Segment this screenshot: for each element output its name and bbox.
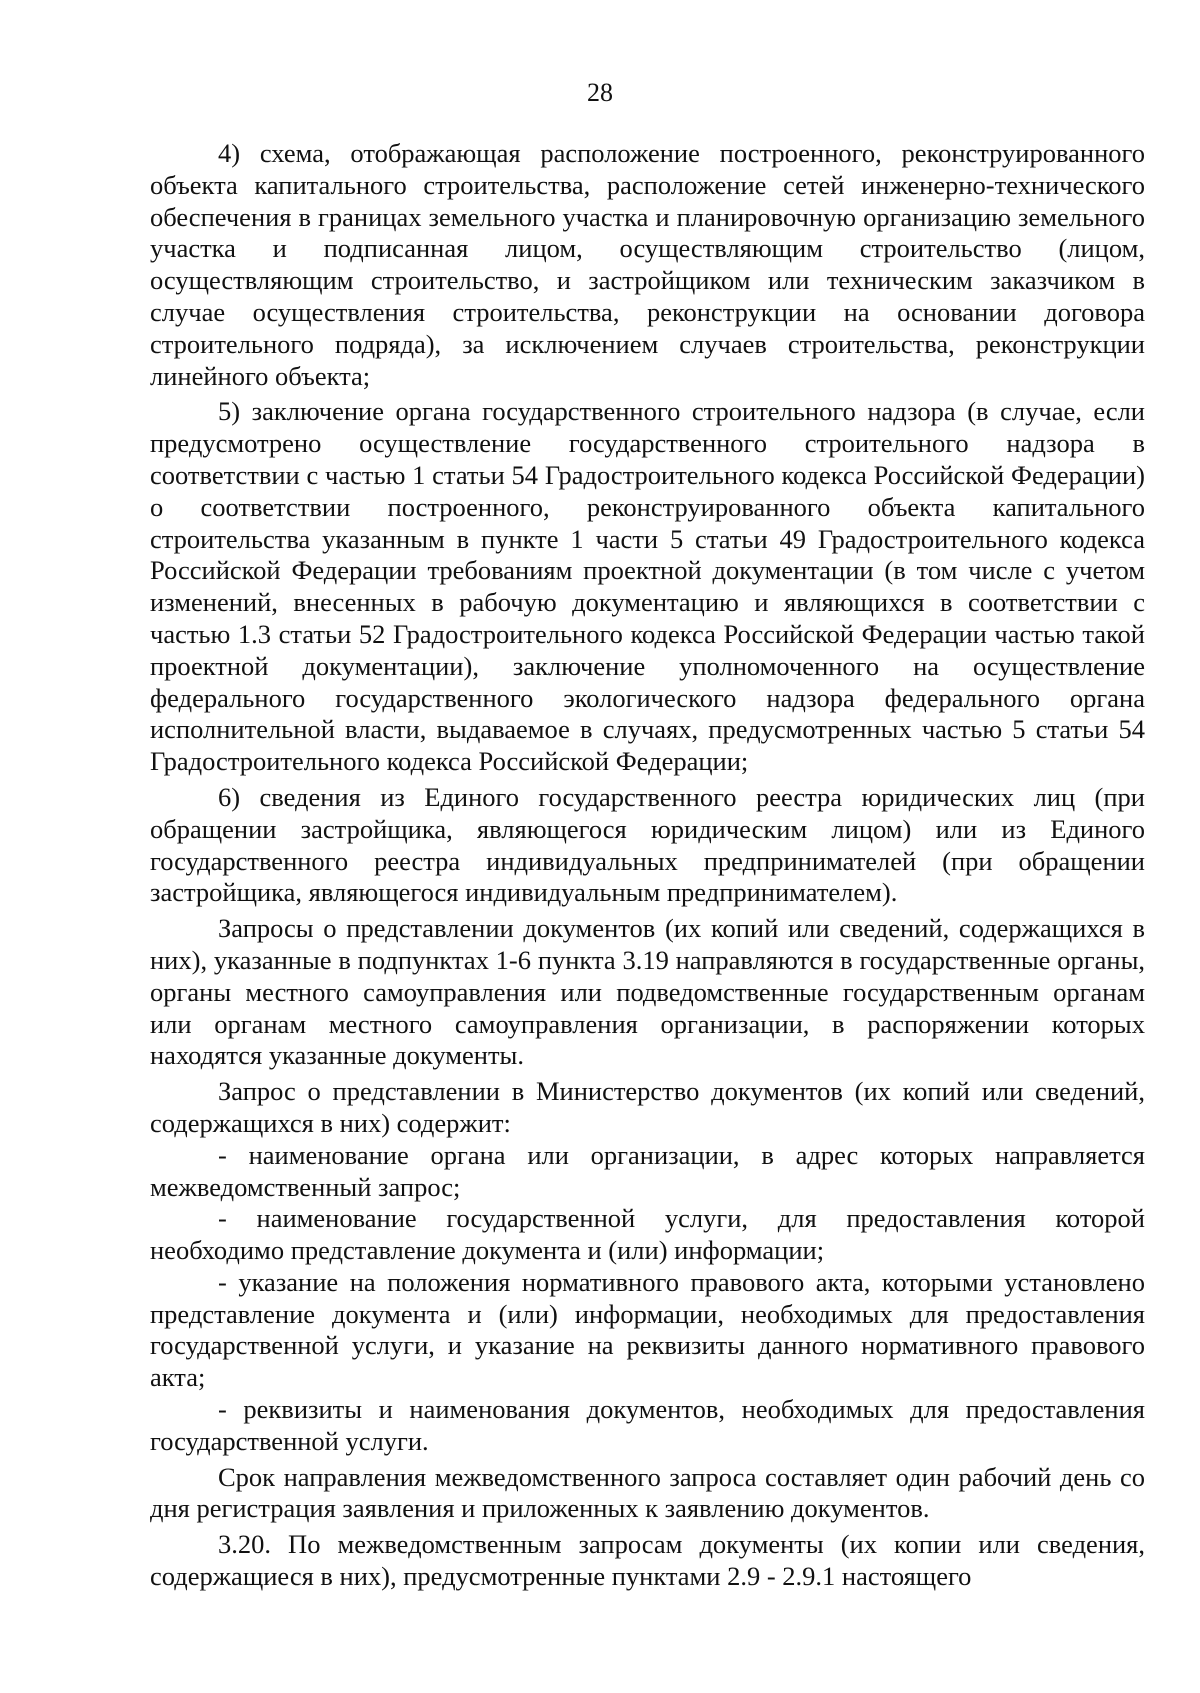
paragraph-item-6-registry-information: 6) сведения из Единого государственного реестра юридических лиц (при обращении застройщика, являющегося юридическим лицом) или из Единого государственного реестра индивидуальных предпринимателей (при обращении застройщика, являющегося индивидуальным предпринимателем). [150, 781, 1145, 908]
list-item-document-details: - реквизиты и наименования документов, необходимых для предоставления государственной услуги. [150, 1394, 1145, 1456]
paragraph-item-3-20: 3.20. По межведомственным запросам документы (их копии или сведения, содержащиеся в них), предусмотренные пунктами 2.9 - 2.9.1 настоящего [150, 1529, 1145, 1592]
paragraph-document-requests: Запросы о представлении документов (их копий или сведений, содержащихся в них), указанные в подпунктах 1-6 пункта 3.19 направляются в государственные органы, органы местного самоуправления или подведомственные государственным органам или органам местного самоуправления организации, в распоряжении которых находятся указанные документы. [150, 913, 1145, 1071]
paragraph-item-4-site-plan: 4) схема, отображающая расположение построенного, реконструированного объекта капитального строительства, расположение сетей инженерно-технического обеспечения в границах земельного участка и планировочную организацию земельного участка и подписанная лицом, осуществляющим строительство (лицом, осуществляющим строительство, и застройщиком или техническим заказчиком в случае осуществления строительства, реконструкции на основании договора строительного подряда), за исключением случаев строительства, реконструкции линейного объекта; [150, 138, 1145, 391]
list-item-service-name: - наименование государственной услуги, для предоставления которой необходимо представление документа и (или) информации; [150, 1203, 1145, 1266]
paragraph-request-contents: Запрос о представлении в Министерство документов (их копий или сведений, содержащихся в них) содержит: [150, 1076, 1145, 1138]
list-item-authority-name: - наименование органа или организации, в адрес которых направляется межведомственный запрос; [150, 1139, 1145, 1202]
document-body [150, 138, 1145, 1593]
list-item-legal-act-reference: - указание на положения нормативного правового акта, которыми установлено представление документа и (или) информации, необходимых для предоставления государственной услуги, и указание на реквизиты данного нормативного правового акта; [150, 1266, 1145, 1393]
paragraph-item-5-supervision-conclusion: 5) заключение органа государственного строительного надзора (в случае, если предусмотрено осуществление государственного строительного надзора в соответствии с частью 1 статьи 54 Градостроительного кодекса Российской Федерации) о соответствии построенного, реконструированного объекта капитального строительства указанным в пункте 1 части 5 статьи 49 Градостроительного кодекса Российской Федерации требованиям проектной документации (в том числе с учетом изменений, внесенных в рабочую документацию и являющихся в соответствии с частью 1.3 статьи 52 Градостроительного кодекса Российской Федерации частью такой проектной документации), заключение уполномоченного на осуществление федерального государственного экологического надзора федерального органа исполнительной власти, выдаваемое в случаях, предусмотренных частью 5 статьи 54 Градостроительного кодекса Российской Федерации; [150, 396, 1145, 777]
page-number: 28 [587, 78, 613, 107]
paragraph-request-deadline: Срок направления межведомственного запроса составляет один рабочий день со дня регистрация заявления и приложенных к заявлению документов. [150, 1461, 1145, 1524]
